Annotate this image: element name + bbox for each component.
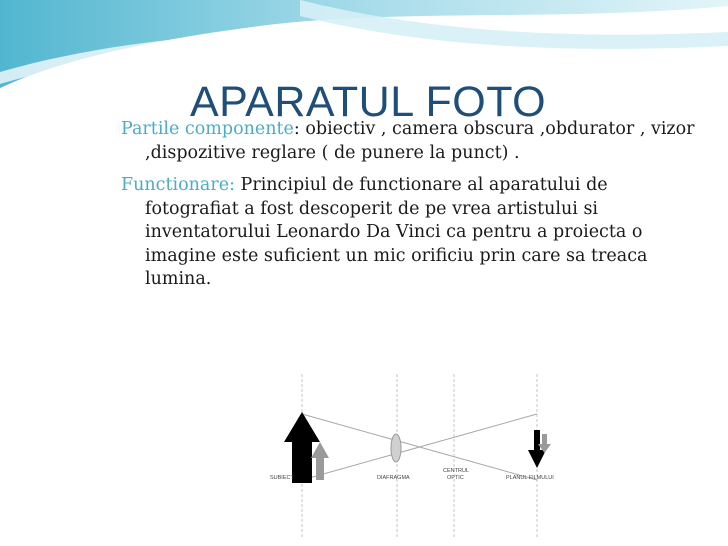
section-label: Partile componente <box>121 119 294 139</box>
label-optical-center: CENTRUL <box>443 468 469 474</box>
slide-body <box>121 118 706 301</box>
section-label: Functionare: <box>121 175 235 195</box>
label-subject: SUBIECT <box>270 475 294 481</box>
label-optical-center-2: OPTIC <box>447 475 464 481</box>
lens-shape <box>391 434 401 462</box>
section-components <box>121 118 706 165</box>
label-aperture: DIAFRAGMA <box>377 475 410 481</box>
section-text: Principiul de functionare al aparatului de fotografiat a fost descoperit de pe vrea artistului si inventatorului Leonardo Da Vinci ca pentru a proiecta o imagine este suficient un mic orificiu prin care sa treaca lumina. <box>145 175 648 289</box>
slide-title: APARATUL FOTO <box>190 78 547 126</box>
section-functioning <box>121 174 706 292</box>
label-film-plane: PLANUL FILMULUI <box>506 475 554 481</box>
camera-obscura-diagram <box>236 352 614 546</box>
section-text: : obiectiv , camera obscura ,obdurator , vizor ,dispozitive reglare ( de punere la punct) . <box>145 119 695 163</box>
